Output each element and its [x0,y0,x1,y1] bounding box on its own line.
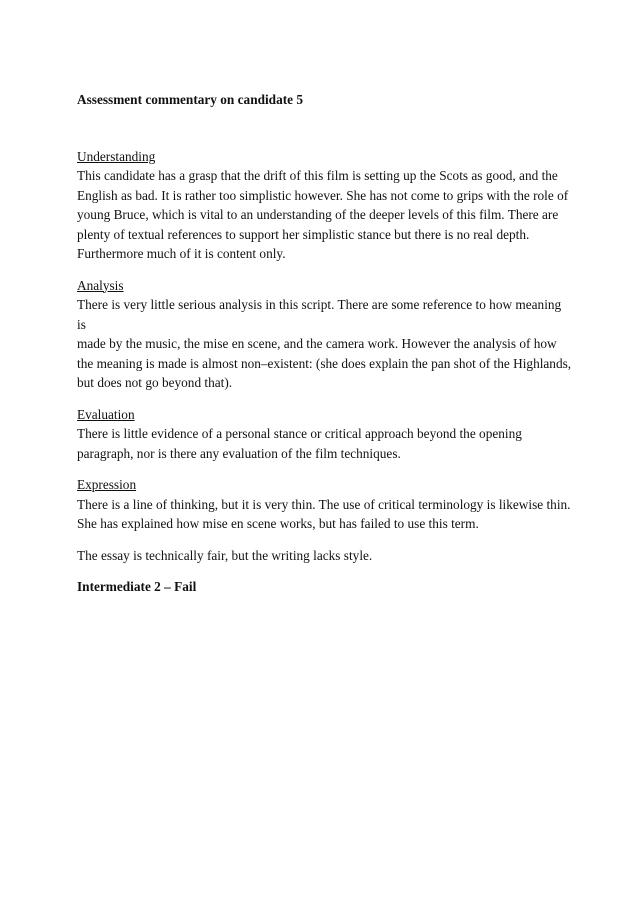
section-body-evaluation: There is little evidence of a personal stance or critical approach beyond the opening paragraph, nor is there any evaluation of the film techniques. [77,426,522,461]
section-body-expression: There is a line of thinking, but it is very thin. The use of critical terminology is likewise thin. She has explained how mise en scene works, but has failed to use this term. [77,496,571,531]
section-understanding [77,147,572,264]
final-verdict: Intermediate 2 – Fail [77,579,197,594]
section-heading-understanding: Understanding [77,148,156,164]
section-heading-evaluation: Evaluation [77,406,135,422]
document-title: Assessment commentary on candidate 5 [77,92,304,107]
section-heading-analysis: Analysis [77,277,124,293]
section-body-analysis: There is very little serious analysis in this script. There are some reference to how meaning is made by the music, the mise en scene, and the camera work. However the analysis of how the meaning is made is almost non–existent: (she does explain the pan shot of the Highlands, but does not go beyond that). [77,297,572,390]
section-heading-expression: Expression [77,477,137,492]
section-expression [77,475,572,534]
section-analysis [77,276,572,393]
section-body-understanding: This candidate has a grasp that the drift of this film is setting up the Scots as good, and the English as bad. It is rather too simplistic however. She has not come to grips with the role of young Bruce, which is vital to an understanding of the deeper levels of this film. There are plenty of textual references to support her simplistic stance but there is no real depth. Furthermore much of it is content only. [77,168,569,261]
document-page [77,90,572,597]
closing-remark: The essay is technically fair, but the writing lacks style. [77,547,373,563]
section-evaluation [77,405,572,464]
